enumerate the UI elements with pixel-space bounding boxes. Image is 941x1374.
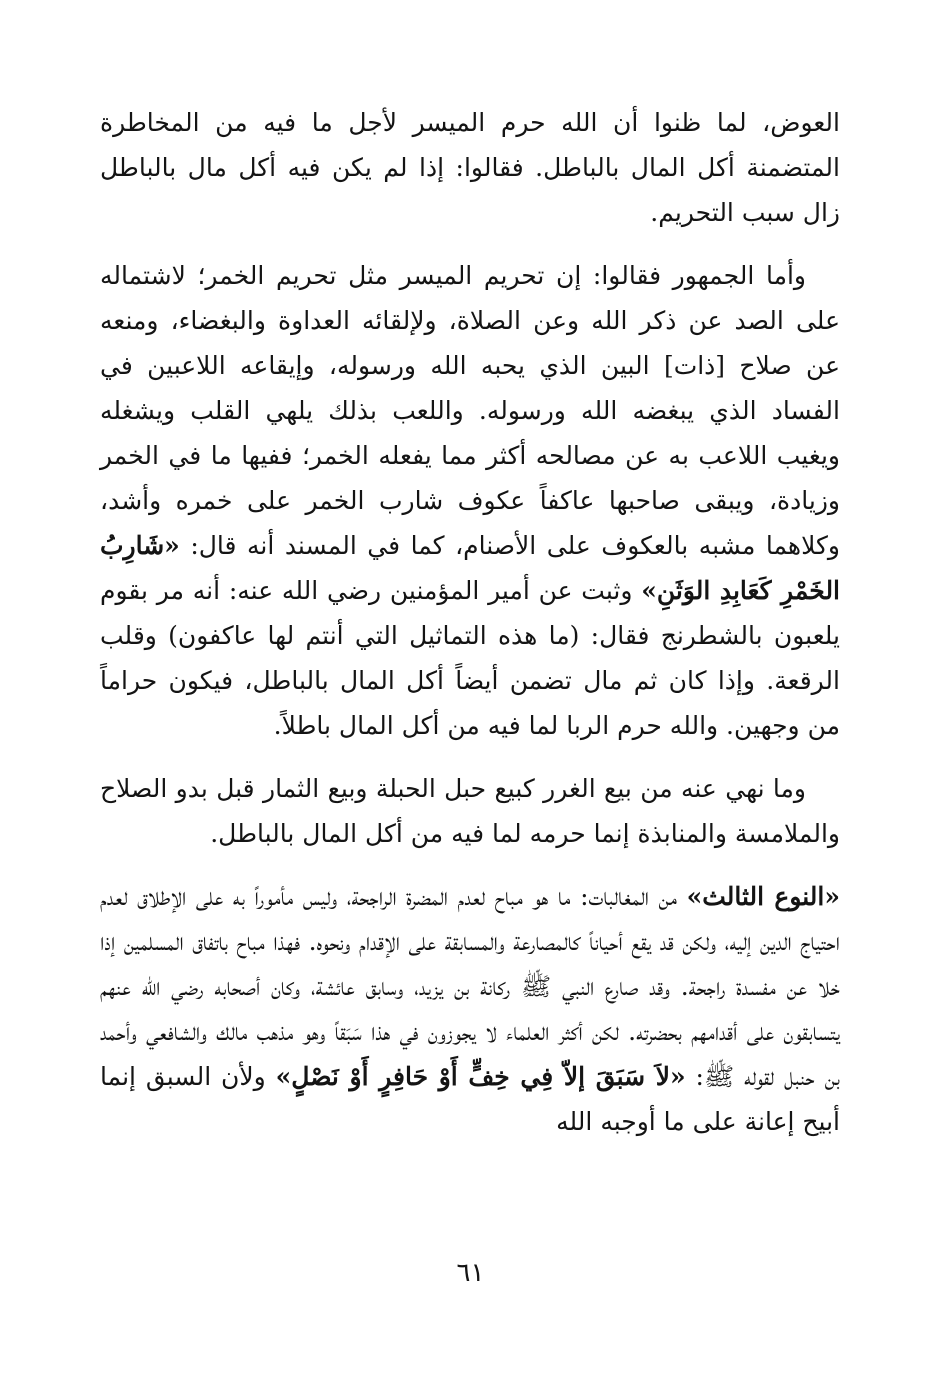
paragraph-3: [100, 766, 840, 856]
paragraph-2-text-after: وثبت عن أمير المؤمنين رضي الله عنه: أنه مر بقوم يلعبون بالشطرنج فقال: (ما هذه التماثيل التي أنتم لها عاكفون) وقلب الرقعة. وإذا كان ثم مال تضمن أيضاً أكل المال بالباطل، فيكون حراماً من وجهين. والله حرم الربا لما فيه من أكل المال باطلاً.: [100, 576, 840, 740]
paragraph-2: [100, 253, 840, 748]
paragraph-4-text-after: ولأن السبق إنما أبيح إعانة على ما أوجبه الله: [100, 1062, 840, 1136]
page-body: [100, 100, 840, 1162]
paragraph-1-text: العوض، لما ظنوا أن الله حرم الميسر لأجل ما فيه من المخاطرة المتضمنة أكل المال بالباطل. فقالوا: إذا لم يكن فيه أكل مال بالباطل زال سبب التحريم.: [100, 108, 840, 227]
hadith-quote: «شَارِبُ الخَمْرِ كَعَابِدِ الوَثَنِ»: [100, 531, 841, 605]
paragraph-2-text: وأما الجمهور فقالوا: إن تحريم الميسر مثل تحريم الخمر؛ لاشتماله على الصد عن ذكر الله وعن الصلاة، ولإلقائه العداوة والبغضاء، ومنعه عن صلاح [ذات] البين الذي يحبه الله ورسوله، وإيقاعه اللاعبين في الفساد الذي يبغضه الله ورسوله. واللعب بذلك يلهي القلب ويشغله ويغيب اللاعب به عن مصالحه أكثر مما يفعله الخمر؛ ففيها ما في الخمر وزيادة، ويبقى صاحبها عاكفاً عكوف شارب الخمر على خمره وأشد، وكلاهما مشبه بالعكوف على الأصنام، كما في المسند أنه قال:: [100, 261, 840, 560]
page-number: ٦١: [456, 1258, 485, 1288]
paragraph-3-text: وما نهي عنه من بيع الغرر كبيع حبل الحبلة وبيع الثمار قبل بدو الصلاح والملامسة والمنابذة إنما حرمه لما فيه من أكل المال بالباطل.: [100, 774, 840, 848]
paragraph-4: [100, 874, 840, 1144]
paragraph-4-text: من المغالبات: ما هو مباح لعدم المضرة الراجحة، وليس مأموراً به على الإطلاق لعدم احتياج الدين إليه، ولكن قد يقع أحياناً كالمصارعة والمسابقة على الإقدام ونحوه. فهذا مباح باتفاق المسلمين إذا خلا عن مفسدة راجحة. وقد صارع النبي ﷺ ركانة بن يزيد، وسابق عائشة، وكان أصحابه رضي الله عنهم يتسابقون على أقدامهم بحضرته. لكن أكثر العلماء لا يجوزون في هذا سَبَقاً وهو مذهب مالك والشافعي وأحمد بن حنبل لقوله ﷺ:: [100, 882, 840, 1091]
paragraph-2-body: [100, 253, 840, 748]
paragraph-4-body: [100, 874, 840, 1144]
hadith-quote-2: «لاَ سَبَقَ إلاّ فِي خِفٍّ أَوْ حَافِرٍ أَوْ نَصْلٍ»: [275, 1062, 686, 1091]
section-heading: «النوع الثالث»: [686, 882, 840, 911]
paragraph-1: [100, 100, 840, 235]
